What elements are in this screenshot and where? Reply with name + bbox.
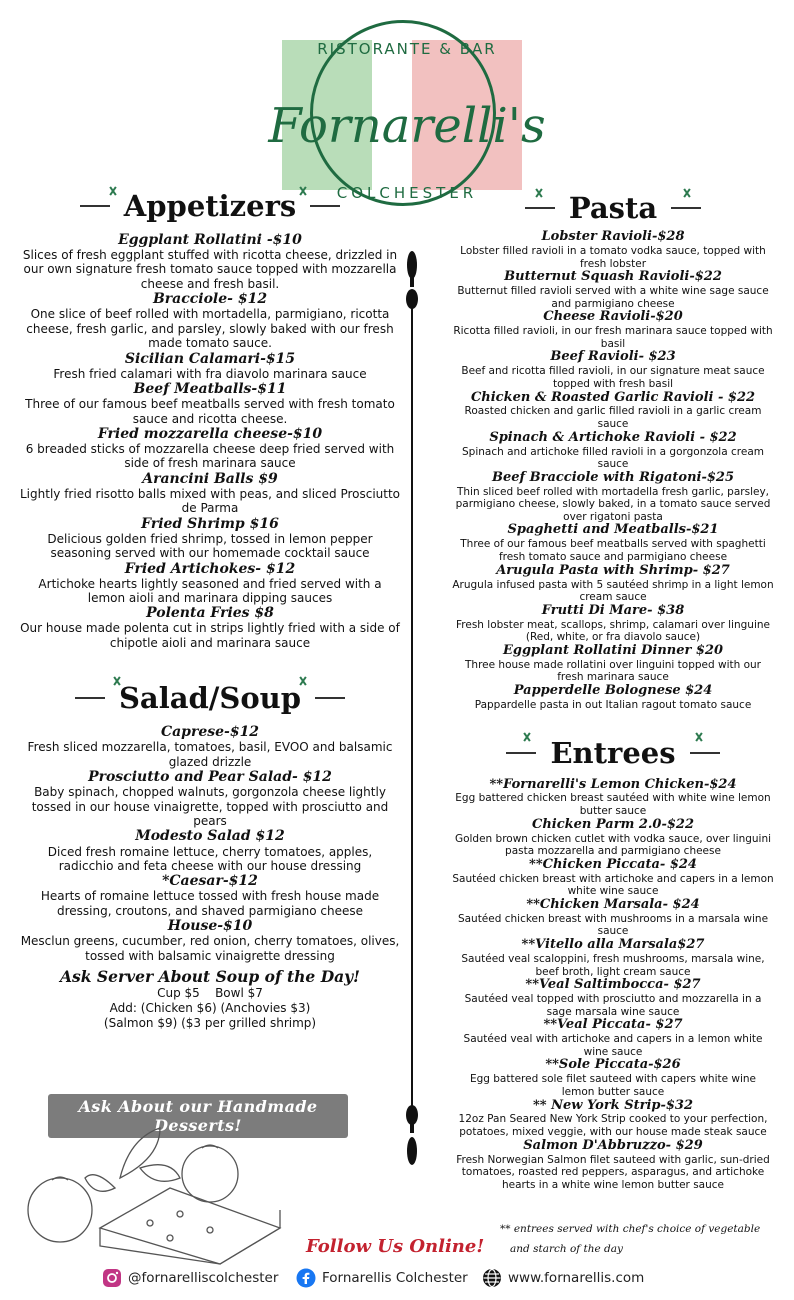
menu-item-description: 6 breaded sticks of mozzarella cheese deep fried served with side of fresh marinara sauce	[25, 441, 395, 471]
menu-item-name: *Caesar-$12	[162, 873, 258, 890]
menu-item-name: Spinach & Artichoke Ravioli - $22	[489, 429, 737, 445]
menu-item-description: Baby spinach, chopped walnuts, gorgonzola cheese lightly tossed in our house vinaigrette, topped with prosciutto and pears	[31, 785, 389, 829]
facebook-icon	[296, 1268, 316, 1288]
tomato-illustration	[28, 1178, 92, 1242]
menu-item-name: **Chicken Piccata- $24	[529, 856, 697, 872]
sparkle-icon	[534, 188, 544, 198]
logo-top-text: RISTORANTE & BAR	[317, 40, 497, 58]
menu-item-description: Arugula infused pasta with 5 sautéed shrimp in a light lemon cream sauce	[452, 578, 774, 604]
menu-item-name: Fried mozzarella cheese-$10	[97, 425, 323, 442]
menu-item	[452, 898, 774, 938]
menu-item-name: Modesto Salad $12	[135, 828, 285, 845]
menu-item-description: Spinach and artichoke filled ravioli in a gorgonzola cream sauce	[462, 445, 764, 471]
menu-item-name: ** New York Strip-$32	[533, 1097, 693, 1113]
sparkle-icon	[108, 186, 118, 196]
menu-item-name: Beef Ravioli- $23	[550, 349, 676, 365]
menu-item	[20, 561, 400, 606]
menu-item	[20, 873, 400, 918]
salad-list	[20, 724, 400, 963]
menu-item	[20, 769, 400, 828]
menu-item	[20, 291, 400, 350]
menu-item	[452, 858, 774, 898]
menu-item	[452, 1058, 774, 1098]
menu-item-description: Mesclun greens, cucumber, red onion, cherry tomatoes, olives, tossed with balsamic vinaigrette dressing	[20, 934, 400, 963]
menu-item-name: **Sole Piccata-$26	[545, 1057, 681, 1073]
header-rule	[506, 752, 536, 754]
menu-item-description: Sautéed veal with artichoke and capers in a lemon white wine sauce	[463, 1033, 763, 1058]
menu-item	[452, 471, 774, 524]
food-illustration	[20, 1118, 290, 1268]
menu-item-name: Eggplant Rollatini -$10	[118, 232, 302, 248]
menu-item-description: Slices of fresh eggplant stuffed with ricotta cheese, drizzled in our own signature fresh tomato sauce topped with mozzarella cheese and fresh basil.	[22, 248, 398, 291]
menu-item-description: Thin sliced beef rolled with mortadella fresh garlic, parsley, parmigiano cheese, slowly baked, in a tomato sauce served over rigatoni pasta	[455, 485, 771, 523]
pasta-header	[452, 186, 774, 230]
menu-item	[20, 605, 400, 650]
soup-addons: (Salmon $9) ($3 per grilled shrimp)	[103, 1016, 317, 1031]
sparkle-icon	[682, 188, 692, 198]
menu-item	[452, 1139, 774, 1192]
menu-item-name: **Veal Piccata- $27	[543, 1017, 683, 1033]
menu-item-description: Three of our famous beef meatballs served with fresh tomato sauce and ricotta cheese.	[25, 397, 395, 426]
instagram-icon	[102, 1268, 122, 1288]
menu-item-name: Fried Shrimp $16	[141, 515, 279, 532]
header-rule	[315, 697, 345, 699]
right-column	[452, 186, 774, 1191]
menu-item-description: Egg battered sole filet sauteed with capers white wine lemon butter sauce	[469, 1073, 757, 1098]
header-rule	[310, 205, 340, 207]
menu-item	[452, 978, 774, 1018]
menu-item-name: Prosciutto and Pear Salad- $12	[88, 769, 332, 786]
menu-item-name: Beef Bracciole with Rigatoni-$25	[491, 469, 735, 485]
menu-item-name: Caprese-$12	[160, 724, 260, 741]
menu-item	[452, 564, 774, 604]
menu-item-name: Butternut Squash Ravioli-$22	[504, 269, 722, 285]
website-url: www.fornarellis.com	[508, 1270, 645, 1286]
menu-item-name: **Veal Saltimbocca- $27	[525, 977, 701, 993]
menu-item	[452, 778, 774, 818]
sparkle-icon	[112, 676, 122, 686]
menu-item-name: Chicken Parm 2.0-$22	[531, 816, 695, 832]
appetizers-header	[20, 180, 400, 232]
menu-item-name: Papperdelle Bolognese $24	[513, 682, 713, 698]
salad-header	[20, 672, 400, 724]
salad-title: Salad/Soup	[118, 681, 302, 716]
menu-item-description: Beef and ricotta filled ravioli, in our signature meat sauce topped with fresh basil	[461, 365, 765, 390]
menu-item-name: Cheese Ravioli-$20	[543, 309, 683, 325]
entrees-list	[452, 778, 774, 1192]
menu-item-description: Fresh sliced mozzarella, tomatoes, basil, EVOO and balsamic glazed drizzle	[27, 740, 393, 769]
appetizers-title: Appetizers	[123, 189, 297, 223]
menu-item	[20, 918, 400, 963]
menu-item-description: Three of our famous beef meatballs served with spaghetti fresh tomato sauce and parmigiano cheese	[460, 538, 766, 563]
menu-item	[452, 1099, 774, 1139]
menu-item-description: Golden brown chicken cutlet with vodka sauce, over linguini pasta mozzarella and parmigiano cheese	[454, 832, 772, 858]
menu-item	[452, 310, 774, 350]
logo-bottom-text: COLCHESTER	[336, 184, 478, 202]
entrees-note	[500, 1220, 780, 1260]
note-line: ** entrees served with chef's choice of vegetable	[500, 1223, 761, 1235]
menu-item-description: Sautéed chicken breast with mushrooms in a marsala wine sauce	[457, 912, 769, 938]
instagram-handle: @fornarelliscolchester	[128, 1270, 279, 1286]
menu-item	[20, 381, 400, 426]
menu-item	[20, 828, 400, 873]
menu-item	[20, 232, 400, 291]
menu-item	[452, 270, 774, 310]
menu-item	[20, 351, 400, 381]
menu-item-name: **Vitello alla Marsala$27	[521, 937, 705, 952]
header-rule	[671, 207, 701, 209]
menu-item-description: 12oz Pan Seared New York Strip cooked to your perfection, potatoes, mixed veggie, with our house made steak sauce	[458, 1113, 768, 1139]
menu-item-name: Fried Artichokes- $12	[124, 560, 296, 577]
menu-item-description: Fresh fried calamari with fra diavolo marinara sauce	[53, 366, 367, 381]
basil-leaf-illustration	[120, 1128, 160, 1178]
menu-item-description: Ricotta filled ravioli, in our fresh marinara sauce topped with basil	[453, 325, 773, 350]
menu-item	[20, 471, 400, 516]
menu-item	[452, 644, 774, 684]
bread-illustration	[100, 1188, 280, 1264]
menu-item	[20, 516, 400, 561]
header-rule	[690, 752, 720, 754]
menu-item-description: Butternut filled ravioli served with a white wine sage sauce and parmigiano cheese	[457, 285, 769, 310]
menu-item-name: Arugula Pasta with Shrimp- $27	[496, 562, 730, 578]
facebook-link[interactable]	[296, 1267, 468, 1289]
menu-item-name: Chicken & Roasted Garlic Ravioli - $22	[470, 389, 756, 405]
restaurant-name: Fornarelli's	[268, 98, 546, 154]
menu-item	[452, 1018, 774, 1058]
menu-item	[452, 350, 774, 390]
note-line: and starch of the day	[510, 1242, 623, 1255]
column-divider	[402, 245, 422, 1175]
menu-item	[452, 818, 774, 858]
appetizers-list	[20, 232, 400, 650]
menu-item-description: Our house made polenta cut in strips lightly fried with a side of chipotle aioli and marinara sauce	[20, 621, 400, 650]
menu-item-description: Hearts of romaine lettuce tossed with fresh house made dressing, croutons, and shaved parmigiano cheese	[40, 889, 380, 918]
soup-prices: Cup $5 Bowl $7	[157, 986, 263, 1001]
menu-item-name: Sicilian Calamari-$15	[124, 350, 296, 367]
menu-item-name: Spaghetti and Meatballs-$21	[507, 522, 719, 538]
menu-item-name: Eggplant Rollatini Dinner $20	[502, 642, 724, 658]
menu-item-name: Salmon D'Abbruzzo- $29	[523, 1137, 703, 1153]
menu-item-description: Roasted chicken and garlic filled ravioli in a garlic cream sauce	[464, 405, 762, 431]
menu-item-name: Polenta Fries $8	[146, 605, 274, 622]
menu-item	[452, 523, 774, 563]
soup-addons: Add: (Chicken $6) (Anchovies $3)	[109, 1001, 311, 1016]
sparkle-icon	[694, 732, 704, 742]
menu-item-description: Pappardelle pasta in out Italian ragout tomato sauce	[474, 698, 752, 711]
menu-item	[452, 391, 774, 431]
sparkle-icon	[298, 676, 308, 686]
menu-item-name: House-$10	[167, 918, 253, 935]
menu-item	[452, 230, 774, 270]
menu-item-description: Lobster filled ravioli in a tomato vodka sauce, topped with fresh lobster	[460, 244, 766, 270]
sparkle-icon	[298, 186, 308, 196]
menu-item-description: Fresh Norwegian Salmon filet sauteed with garlic, sun-dried tomatoes, roasted red peppers, asparagus, and artichoke hearts in a white wine lemon butter sauce	[456, 1153, 770, 1191]
header-rule	[75, 697, 105, 699]
menu-item-description: Fresh lobster meat, scallops, shrimp, calamari over linguine (Red, white, or fra diavolo sauce)	[456, 618, 770, 644]
pasta-title: Pasta	[568, 191, 658, 225]
header-rule	[80, 205, 110, 207]
menu-item-description: Lightly fried risotto balls mixed with peas, and sliced Prosciutto de Parma	[20, 486, 401, 516]
menu-item	[452, 604, 774, 644]
soup-of-day: Ask Server About Soup of the Day!	[60, 967, 360, 987]
website-link[interactable]	[482, 1267, 644, 1289]
menu-item	[452, 938, 774, 978]
pasta-list	[452, 230, 774, 712]
menu-item-description: Three house made rollatini over linguini topped with our fresh marinara sauce	[465, 658, 761, 684]
menu-item-name: Bracciole- $12	[152, 291, 268, 308]
facebook-page: Fornarellis Colchester	[322, 1270, 468, 1286]
menu-item	[452, 684, 774, 712]
menu-item-description: Artichoke hearts lightly seasoned and fried served with a lemon aioli and marinara dipping sauces	[38, 576, 382, 605]
menu-item-description: Sautéed veal topped with prosciutto and mozzarella in a sage marsala wine sauce	[464, 993, 762, 1018]
menu-item-description: Sautéed veal scaloppini, fresh mushrooms, marsala wine, beef broth, light cream sauce	[461, 952, 765, 978]
tomato-illustration	[182, 1146, 238, 1202]
menu-item	[20, 724, 400, 769]
header-rule	[525, 207, 555, 209]
sparkle-icon	[522, 732, 532, 742]
entrees-header	[452, 728, 774, 778]
menu-item-description: Diced fresh romaine lettuce, cherry tomatoes, apples, radicchio and feta cheese with our house dressing	[47, 844, 373, 873]
menu-item	[20, 426, 400, 471]
entrees-title: Entrees	[550, 735, 676, 770]
menu-item-description: Delicious golden fried shrimp, tossed in lemon pepper seasoning served with our homemade cocktail sauce	[47, 531, 373, 561]
left-column	[20, 180, 400, 1031]
menu-item-name: **Chicken Marsala- $24	[526, 896, 700, 912]
menu-item-name: **Fornarelli's Lemon Chicken-$24	[489, 776, 737, 792]
menu-item-name: Beef Meatballs-$11	[133, 381, 287, 398]
menu-item-name: Lobster Ravioli-$28	[541, 229, 685, 244]
menu-item-name: Frutti Di Mare- $38	[541, 602, 685, 618]
menu-item-name: Arancini Balls $9	[142, 470, 278, 487]
menu-item	[452, 431, 774, 471]
menu-item-description: Egg battered chicken breast sautéed with white wine lemon butter sauce	[455, 792, 771, 818]
follow-us-heading: Follow Us Online!	[306, 1236, 485, 1257]
menu-item-description: Sautéed chicken breast with artichoke and capers in a lemon white wine sauce	[452, 872, 774, 898]
desserts-banner: Ask About our Handmade Desserts!	[48, 1094, 348, 1138]
globe-icon	[482, 1268, 502, 1288]
menu-item-description: One slice of beef rolled with mortadella, parmigiano, ricotta cheese, fresh garlic, and parsley, slowly baked with our fresh made tomato sauce.	[26, 307, 394, 351]
instagram-link[interactable]	[102, 1267, 278, 1289]
